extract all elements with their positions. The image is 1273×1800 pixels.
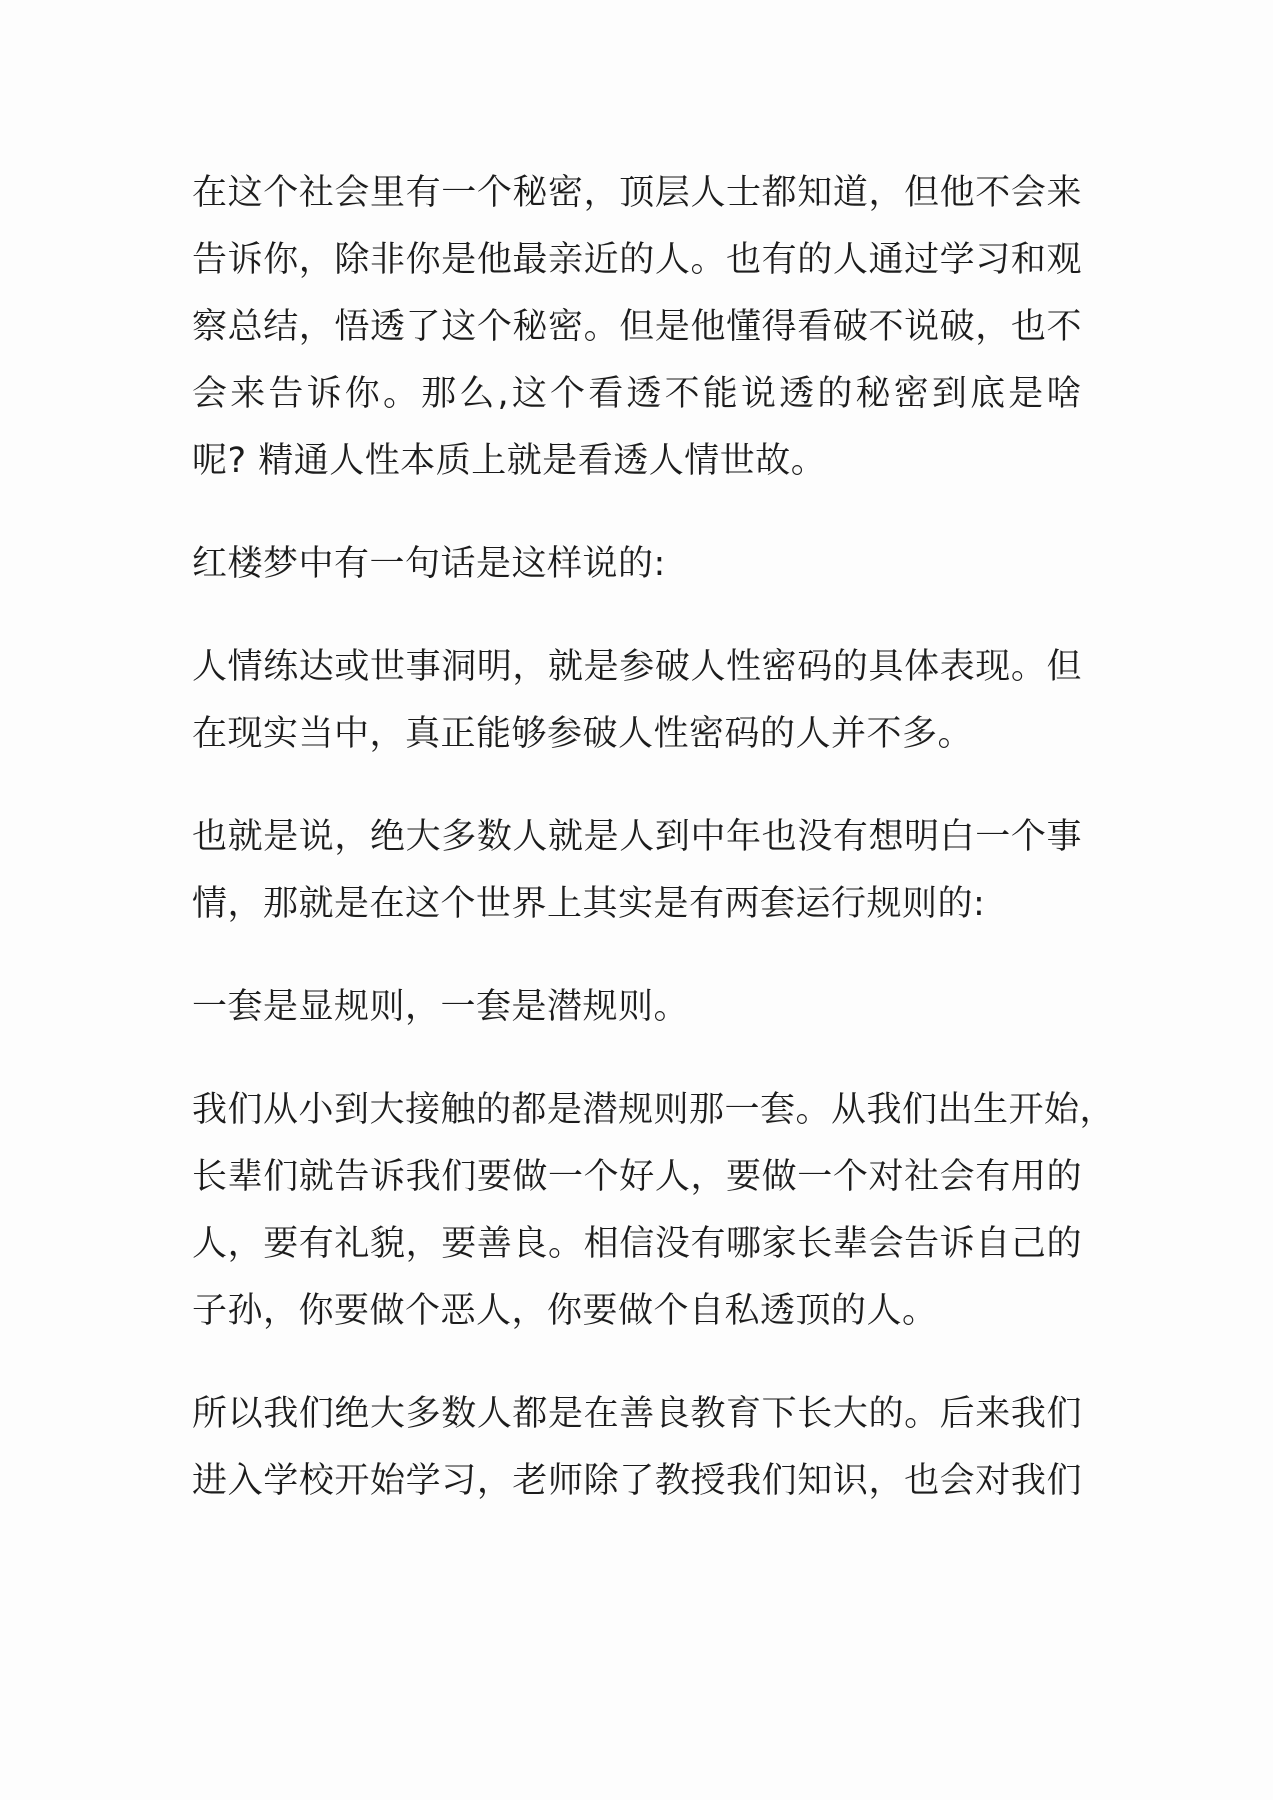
paragraph-1 bbox=[192, 160, 1082, 495]
text-line: 人情练达或世事洞明，就是参破人性密码的具体表现。但 bbox=[192, 647, 1082, 687]
text-line: 一套是显规则，一套是潜规则。 bbox=[192, 987, 690, 1027]
text-line: 进入学校开始学习，老师除了教授我们知识，也会对我们 bbox=[192, 1461, 1082, 1501]
text-line: 我们从小到大接触的都是潜规则那一套。从我们出生开始， bbox=[192, 1090, 1116, 1130]
paragraph-5 bbox=[192, 974, 1082, 1041]
text-line: 红楼梦中有一句话是这样说的: bbox=[192, 544, 666, 584]
paragraph-6 bbox=[192, 1077, 1116, 1345]
text-line: 长辈们就告诉我们要做一个好人，要做一个对社会有用的 bbox=[192, 1157, 1082, 1197]
text-line: 告诉你，除非你是他最亲近的人。也有的人通过学习和观 bbox=[192, 240, 1082, 280]
text-line: 人，要有礼貌，要善良。相信没有哪家长辈会告诉自己的 bbox=[192, 1224, 1082, 1264]
paragraph-3 bbox=[192, 634, 1082, 768]
text-line: 察总结，悟透了这个秘密。但是他懂得看破不说破，也不 bbox=[192, 307, 1082, 347]
text-line: 也就是说，绝大多数人就是人到中年也没有想明白一个事 bbox=[192, 817, 1082, 857]
paragraph-4 bbox=[192, 804, 1082, 938]
text-line: 子孙，你要做个恶人，你要做个自私透顶的人。 bbox=[192, 1291, 938, 1331]
text-line: 呢? 精通人性本质上就是看透人情世故。 bbox=[192, 441, 827, 481]
text-line: 在现实当中，真正能够参破人性密码的人并不多。 bbox=[192, 714, 974, 754]
text-line: 情，那就是在这个世界上其实是有两套运行规则的: bbox=[192, 884, 986, 924]
text-line: 所以我们绝大多数人都是在善良教育下长大的。后来我们 bbox=[192, 1394, 1082, 1434]
text-line: 会来告诉你。那么,这个看透不能说透的秘密到底是啥 bbox=[192, 374, 1082, 414]
paragraph-7 bbox=[192, 1381, 1082, 1515]
text-line: 在这个社会里有一个秘密，顶层人士都知道，但他不会来 bbox=[192, 173, 1082, 213]
document-body bbox=[192, 160, 1116, 1551]
paragraph-2 bbox=[192, 531, 1082, 598]
